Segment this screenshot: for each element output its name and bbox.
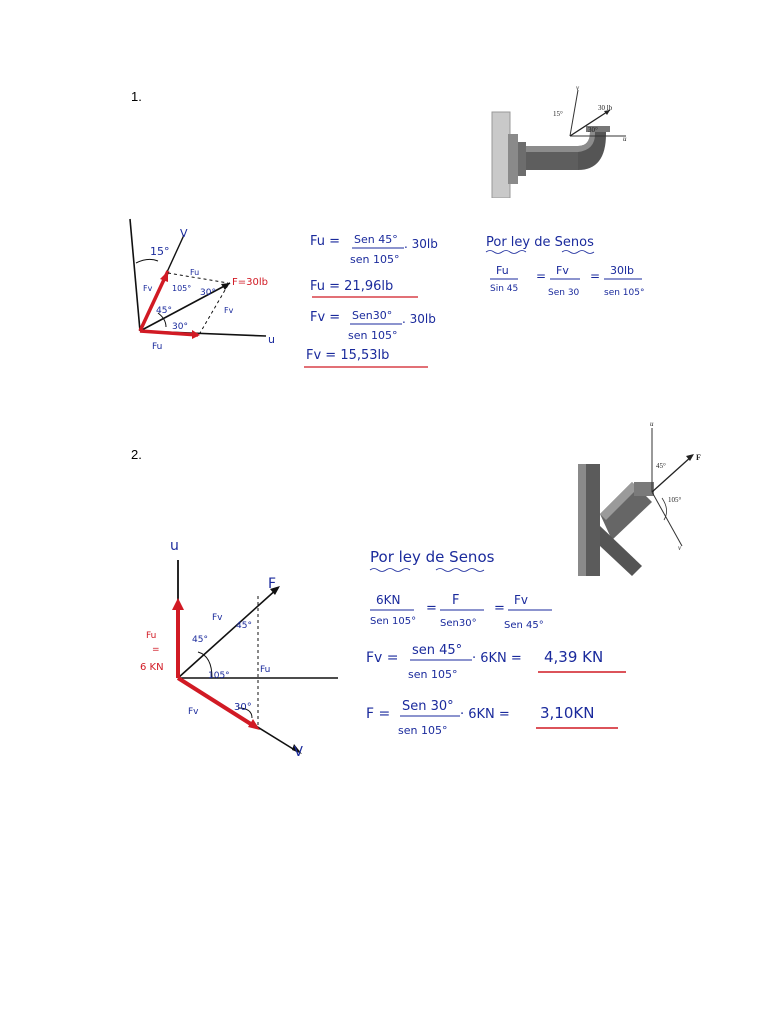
diagram-label-fu-dashed: Fu [260,665,271,675]
problem-1-photo [486,84,651,198]
law-title: Por ley de Senos [486,235,594,250]
photo-axis-v: v [576,84,580,92]
photo-force-f: F [696,453,701,462]
diagram-angle-45-right: 45° [236,621,252,631]
law-eq-2: = [494,601,505,616]
diagram-axis-v: V [180,227,188,240]
problem-2-equations [360,540,640,750]
photo-angle-45: 45° [656,462,666,470]
law-f3-den: sen 105° [604,288,645,298]
diagram-label-fv: Fv [143,284,153,293]
photo-angle-15: 15° [553,110,563,118]
law-f1-num: 6KN [376,593,401,607]
diagram-angle-30: 30° [234,702,252,713]
problem-2-diagram [128,530,353,760]
eq1-den: sen 105° [408,668,458,681]
diagram-label-fu-bottom: Fu [152,342,163,352]
diagram-angle-30-top: 30° [200,288,216,298]
law-title: Por ley de Senos [370,548,495,566]
wall [492,112,510,198]
law-f2-den: Sen 30 [548,288,580,298]
eq1-factor: . 30lb [404,237,438,251]
eq2-num: Sen30° [352,309,393,322]
eq2-factor: . 30lb [402,312,436,326]
law-f2-den: Sen30° [440,618,477,629]
diagram-label-fv-bottom: Fv [188,707,199,717]
eq1-lhs: Fv = [366,650,399,666]
law-f1-den: Sin 45 [490,284,519,294]
photo-angle-105: 105° [668,496,682,504]
eq1-lhs: Fu = [310,234,341,249]
photo-axis-u: u [650,420,654,428]
diagram-force-label: F=30lb [232,277,268,288]
eq1-num: sen 45° [412,643,463,658]
law-eq-1: = [536,269,547,283]
law-f1-num: Fu [496,264,509,277]
diagram-label-fv-dashed: Fv [224,306,234,315]
diagram-angle-45-left: 45° [192,635,208,645]
eq1-den: sen 105° [350,253,400,266]
eq1-num: Sen 45° [354,233,398,246]
problem-1-diagram [126,215,286,355]
diagram-angle-15: 15° [150,245,170,258]
diagram-label-fu: Fu [146,631,157,641]
diagram-eq-sign: = [152,645,160,655]
diagram-axis-v: V [294,745,303,760]
photo-axis-u: u [623,135,627,143]
eq2-factor: · 6KN = [460,707,510,722]
law-f3-num: 30lb [610,264,635,277]
diagram-label-fu-top: Fu [190,268,200,277]
problem-1-equations [300,225,450,370]
diagram-value-6kn: 6 KN [140,662,164,673]
eq2-den: sen 105° [348,329,398,342]
eq1-result: 4,39 KN [544,648,604,666]
diagram-angle-30-bottom: 30° [172,322,188,332]
law-f3-num: Fv [514,593,529,607]
result-1: Fu = 21,96lb [310,279,394,294]
diagram-axis-u: u [268,333,275,346]
diagram-axis-u: u [170,538,179,554]
diagram-angle-45: 45° [156,306,172,316]
problem-2-number: 2. [131,447,142,462]
problem-1-number: 1. [131,89,142,104]
eq1-factor: · 6KN = [472,651,522,666]
eq2-num: Sen 30° [402,699,454,714]
eq2-lhs: Fv = [310,310,341,325]
problem-1-law-of-sines [484,228,664,303]
law-eq-2: = [590,269,601,283]
diagram-label-fv-top: Fv [212,613,223,623]
photo-angle-30: 30° [588,126,598,134]
law-eq-1: = [426,601,437,616]
photo-force-label: 30 lb [598,104,613,112]
law-f2-num: F [452,593,460,608]
law-f2-num: Fv [556,264,569,277]
eq2-lhs: F = [366,706,391,722]
photo-axis-v: v [678,544,682,552]
eq2-result: 3,10KN [540,704,595,722]
eq2-den: sen 105° [398,724,448,737]
result-2: Fv = 15,53lb [306,348,390,363]
diagram-angle-105: 105° [172,284,192,293]
law-f3-den: Sen 45° [504,620,544,631]
diagram-angle-105: 105° [208,671,230,681]
diagram-force-f: F [268,576,277,592]
law-f1-den: Sen 105° [370,616,417,627]
